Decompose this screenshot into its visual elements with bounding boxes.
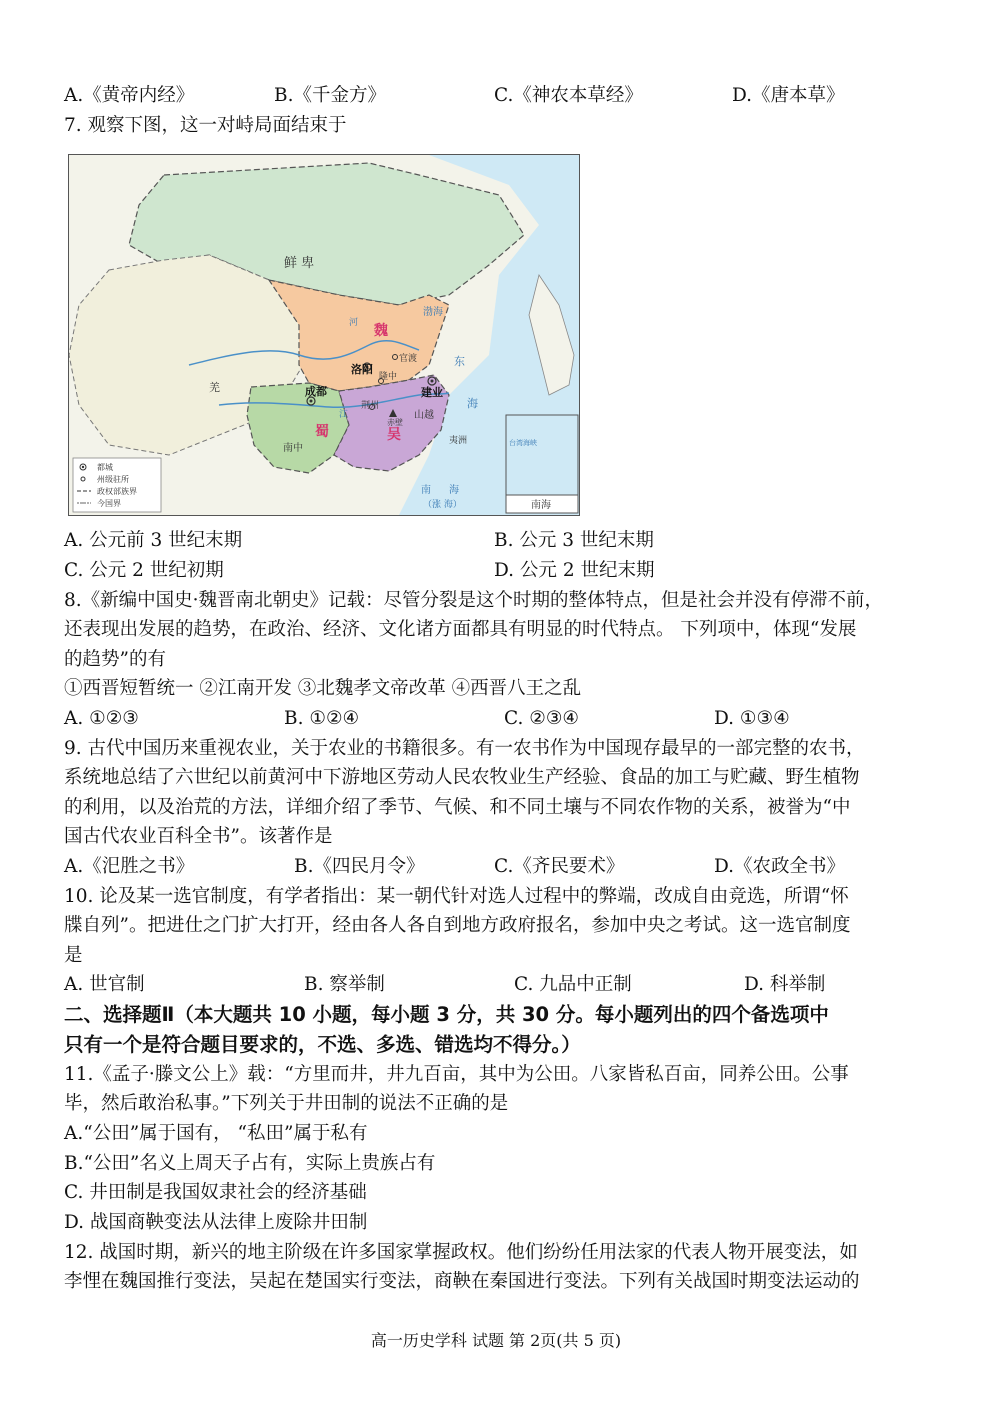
q6-option-d: D.《唐本草》 (732, 85, 845, 106)
q11-option-c: C. 井田制是我国奴隶社会的经济基础 (64, 1182, 367, 1203)
q7-option-c: C. 公元 2 世纪初期 (64, 560, 224, 581)
label-xianbei: 鲜 卑 (284, 256, 315, 271)
q10-line: 10. 论及某一选官制度，有学者指出：某一朝代针对选人过程中的弊端，改成自由竞选，所谓“怀 (64, 886, 849, 907)
label-wu: 吴 (387, 427, 401, 443)
q10-option-b: B. 察举制 (304, 974, 385, 995)
label-chibi: 赤壁 (387, 418, 403, 427)
q9-option-b: B.《四民月令》 (294, 856, 425, 877)
inset-label: 南海 (531, 500, 551, 511)
label-yizhou: 夷洲 (449, 436, 468, 446)
q10-option-c: C. 九品中正制 (514, 974, 632, 995)
label-shu: 蜀 (315, 424, 329, 440)
label-hai: 海 (467, 397, 478, 410)
label-nanhai-1: 南 (421, 485, 431, 496)
q8-line: 8.《新编中国史·魏晋南北朝史》记载：尽管分裂是这个时期的整体特点，但是社会并没有停滞不前， (64, 590, 884, 611)
q9-line: 的利用，以及治荒的方法，详细介绍了季节、气候、和不同土壤与不同农作物的关系，被誉为“中 (64, 797, 851, 818)
q6-option-a: A.《黄帝内经》 (64, 85, 195, 106)
q8-line: 的趋势”的有 (64, 649, 166, 670)
label-chengdu: 成都 (305, 385, 327, 398)
label-jianye: 建业 (421, 386, 443, 399)
q9-line: 9. 古代中国历来重视农业，关于农业的书籍很多。有一农书作为中国现存最早的一部完整的农书， (64, 738, 865, 759)
label-taiwan-strait: 台湾海峡 (509, 439, 537, 447)
q6-option-b: B.《千金方》 (274, 85, 386, 106)
q12-line: 12. 战国时期，新兴的地主阶级在许多国家掌握政权。他们纷纷任用法家的代表人物开展变法，如 (64, 1242, 858, 1263)
q10-option-d: D. 科举制 (744, 974, 826, 995)
q9-option-c: C.《齐民要术》 (494, 856, 625, 877)
q9-line: 国古代农业百科全书”。该著作是 (64, 826, 333, 847)
legend-modern-border: 今国界 (97, 499, 121, 508)
q11-line: 11.《孟子·滕文公上》载：“方里而井，井九百亩，其中为公田。八家皆私百亩，同养公田。公事 (64, 1064, 849, 1085)
q12-line: 李悝在魏国推行变法，吴起在楚国实行变法，商鞅在秦国进行变法。下列有关战国时期变法运动的 (64, 1271, 860, 1292)
label-luoyang: 洛阳 (351, 363, 373, 376)
q7-option-b: B. 公元 3 世纪末期 (494, 530, 654, 551)
q10-option-a: A. 世官制 (64, 974, 145, 995)
q7-option-d: D. 公元 2 世纪末期 (494, 560, 655, 581)
q8-items: ①西晋短暂统一 ②江南开发 ③北魏孝文帝改革 ④西晋八王之乱 (64, 678, 582, 699)
q8-option-d: D. ①③④ (714, 708, 790, 729)
label-bohai: 渤海 (423, 307, 443, 318)
q7-option-a: A. 公元前 3 世纪末期 (64, 530, 243, 551)
label-qiang: 羌 (209, 381, 220, 394)
legend-capital: 都城 (97, 463, 113, 472)
label-jiang: 江 (339, 410, 349, 420)
label-wei: 魏 (374, 323, 388, 339)
label-longzhong: 隆中 (379, 372, 398, 382)
q10-line: 牒自列”。把进仕之门扩大打开，经由各人各自到地方政府报名，参加中央之考试。这一选官制度 (64, 915, 851, 936)
label-nanhai-alt: （涨 海） (423, 500, 462, 510)
q8-option-a: A. ①②③ (64, 708, 139, 729)
q8-option-c: C. ②③④ (504, 708, 580, 729)
label-guandu: 官渡 (399, 354, 418, 364)
q10-line: 是 (64, 945, 83, 966)
q6-option-c: C.《神农本草经》 (494, 85, 643, 106)
label-nanzhong: 南中 (283, 443, 303, 454)
q9-option-d: D.《农政全书》 (714, 856, 846, 877)
label-donghai: 东 (454, 355, 465, 368)
q11-option-b: B.“公田”名义上周天子占有，实际上贵族占有 (64, 1153, 436, 1174)
q8-line: 还表现出发展的趋势，在政治、经济、文化诸方面都具有明显的时代特点。 下列项中，体现“发展 (64, 619, 857, 640)
label-jingzhou: 荆州 (361, 401, 380, 411)
q11-line: 毕，然后敢治私事。”下列关于井田制的说法不正确的是 (64, 1093, 509, 1114)
q7-stem: 7. 观察下图，这一对峙局面结束于 (64, 115, 347, 136)
q11-option-a: A.“公田”属于国有， “私田”属于私有 (64, 1123, 368, 1144)
label-shanyue: 山越 (414, 410, 434, 421)
three-kingdoms-map (68, 154, 580, 516)
page-footer: 高一历史学科 试题 第 2页(共 5 页) (370, 1331, 622, 1350)
q9-option-a: A.《汜胜之书》 (64, 856, 195, 877)
q8-option-b: B. ①②④ (284, 708, 360, 729)
q11-option-d: D. 战国商鞅变法从法律上废除井田制 (64, 1212, 368, 1233)
label-nanhai-2: 海 (449, 485, 459, 496)
legend-regime-border: 政权部族界 (97, 487, 137, 496)
label-he: 河 (349, 318, 359, 328)
section-2-heading: 二、选择题Ⅱ（本大题共 10 小题，每小题 3 分，共 30 分。每小题列出的四个备选项中 (64, 1003, 829, 1026)
q9-line: 系统地总结了六世纪以前黄河中下游地区劳动人民农牧业生产经验、食品的加工与贮藏、野生植物 (64, 767, 860, 788)
legend-seat: 州级驻所 (97, 475, 129, 484)
section-2-heading-cont: 只有一个是符合题目要求的，不选、多选、错选均不得分。） (64, 1033, 581, 1056)
